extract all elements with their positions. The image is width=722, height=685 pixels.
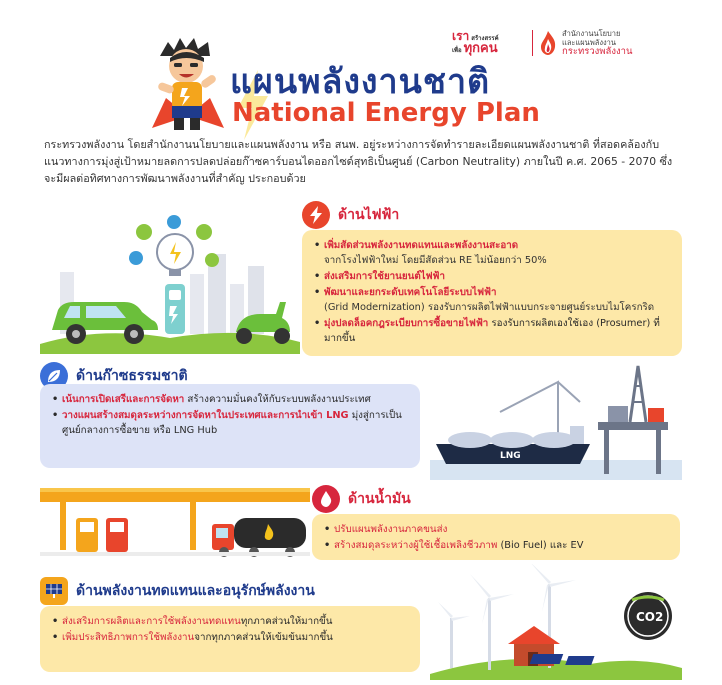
battery-circle-icon: [129, 251, 143, 265]
car-circle-icon: [205, 253, 219, 267]
logo-eppo-line3: กระทรวงพลังงาน: [562, 46, 633, 57]
section-renewable-heading: [40, 577, 315, 605]
ship-lng-label: LNG: [500, 451, 521, 461]
eco-circle-icon: [136, 224, 152, 240]
logo-eppo: [538, 28, 698, 58]
fuel-pump-icon: [106, 518, 128, 552]
intro-paragraph: กระทรวงพลังงาน โดยสำนักงานนโยบายและแผนพลังงาน หรือ สนพ. อยู่ระหว่างการจัดทำรายละเอียดแผนพลังงานชาติ ที่สอดคล้องกับแนวทางการมุ่งสู่เป้าหมายลดการปลดปล่อยก๊าซคาร์บอนไดออกไซด์สุทธิเป็นศูนย์ (Carbon Neutrality) ภายในปี ค.ศ. 2065 - 2070 ซึ่งจะมีผลต่อทิศทางการพัฒนาพลังงานที่สำคัญ ประกอบด้วย: [44, 138, 673, 185]
solar-panel-icon: [40, 577, 68, 605]
lightning-icon: [302, 201, 330, 229]
oil-rig-icon: [598, 366, 668, 474]
section-renewable-title: ด้านพลังงานทดแทนและอนุรักษ์พลังงาน: [76, 583, 315, 599]
section-oil-title: ด้านน้ำมัน: [348, 491, 411, 507]
page-title-thai: แผนพลังงานชาติ: [230, 62, 491, 102]
list-item: • ส่งเสริมการผลิตและการใช้พลังงานทดแทนทุกภาคส่วนให้มากขึ้น: [52, 614, 408, 629]
mascot-character-illustration: [148, 36, 228, 132]
list-item: • มุ่งปลดล็อคกฎระเบียบการซื้อขายไฟฟ้า รองรับการผลิตเองใช้เอง (Prosumer) ที่มากขึ้น: [314, 316, 670, 346]
section-electricity-title: ด้านไฟฟ้า: [338, 207, 400, 223]
co2-icon: [624, 592, 672, 640]
list-item: • เน้นการเปิดเสรีและการจัดหา สร้างความมั่นคงให้กับระบบพลังงานประเทศ: [52, 392, 408, 407]
fuel-pump-icon: [76, 518, 98, 552]
section-oil-card: [312, 514, 680, 560]
list-item: • เพิ่มประสิทธิภาพการใช้พลังงานจากทุกภาคส่วนให้เข้มข้นมากขึ้น: [52, 630, 408, 645]
plant-circle-icon: [196, 224, 212, 240]
idea-bulb-icon: [157, 234, 193, 276]
electric-vehicle-illustration: [40, 214, 300, 354]
section-oil-heading: [312, 485, 411, 513]
list-item: • วางแผนสร้างสมดุลระหว่างการจัดหาในประเทศและการนำเข้า LNG มุ่งสู่การเป็นศูนย์กลางการซื้อขาย หรือ LNG Hub: [52, 408, 408, 438]
wind-turbine-icon: [438, 602, 470, 668]
tanker-truck-icon: [212, 518, 306, 557]
wind-turbine-icon: [470, 574, 514, 670]
list-item: • เพิ่มสัดส่วนพลังงานทดแทนและพลังงานสะอาด จากโรงไฟฟ้าใหม่ โดยมีสัดส่วน RE ไม่น้อยกว่า 50%: [314, 238, 670, 268]
list-item: • สร้างสมดุลระหว่างผู้ใช้เชื้อเพลิงชีวภาพ (Bio Fuel) และ EV: [324, 538, 668, 553]
section-electricity-heading: [302, 201, 399, 229]
list-item: • พัฒนาและยกระดับเทคโนโลยีระบบไฟฟ้า (Grid Modernization) รองรับการผลิตไฟฟ้าแบบกระจายศูนย์ระบบไมโครกริด: [314, 285, 670, 315]
gas-station-illustration: [40, 484, 310, 558]
section-renewable-card: [40, 606, 420, 672]
page-title-english: National Energy Plan: [232, 98, 540, 128]
logo-eppo-line1: สำนักงานนโยบาย: [562, 29, 621, 38]
list-item: • ส่งเสริมการใช้ยานยนต์ไฟฟ้า: [314, 269, 670, 284]
logo-eppo-line2: และแผนพลังงาน: [562, 38, 617, 47]
wifi-circle-icon: [167, 215, 181, 229]
co2-label: CO2: [636, 610, 664, 624]
flame-logo-icon: [538, 30, 558, 56]
logo-rao-sang-san: เรา สร้างสรรค์ เพื่อ ทุกคน: [452, 29, 499, 56]
wind-solar-house-illustration: [430, 564, 682, 680]
section-natural-gas-title: ด้านก๊าซธรรมชาติ: [76, 368, 188, 384]
section-natural-gas-card: [40, 384, 420, 468]
list-item: • ปรับแผนพลังงานภาคขนส่ง: [324, 522, 668, 537]
lng-ship-oil-rig-illustration: [430, 362, 682, 480]
logo-divider: [532, 30, 533, 56]
oil-drop-icon: [312, 485, 340, 513]
section-electricity-card: [302, 230, 682, 356]
